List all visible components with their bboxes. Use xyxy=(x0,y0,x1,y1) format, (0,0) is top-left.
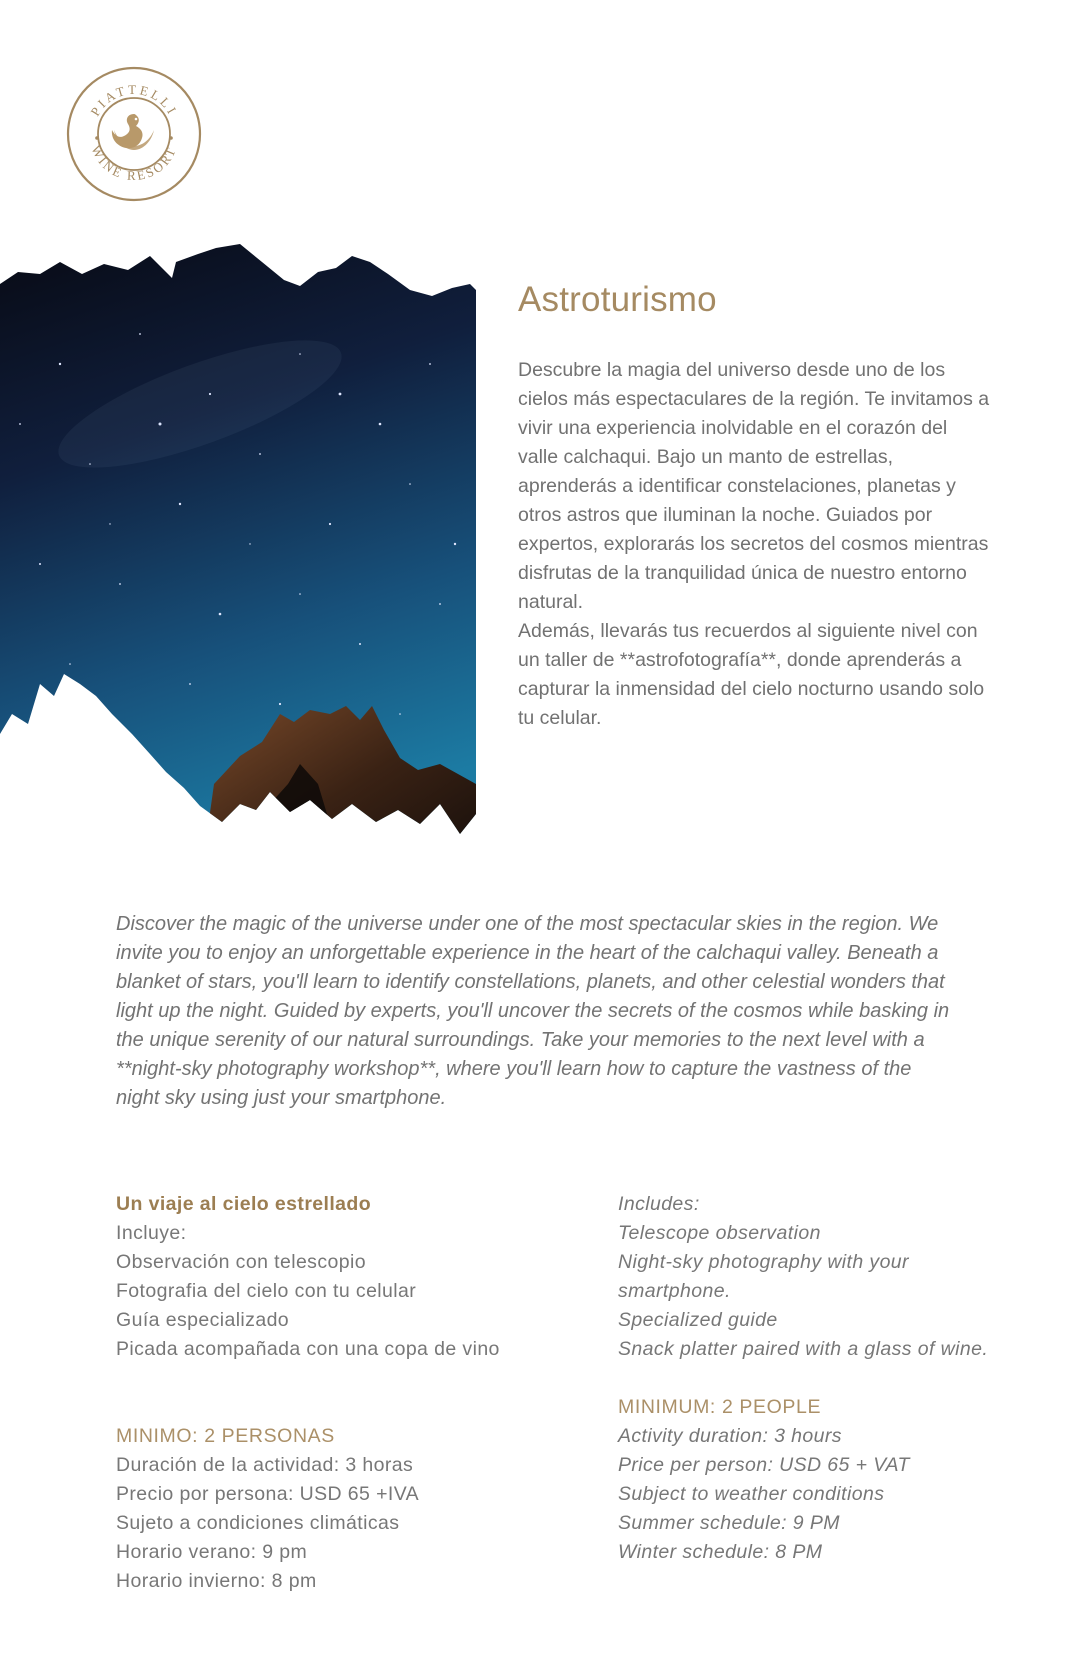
include-item-en: Snack platter paired with a glass of wine. xyxy=(618,1338,989,1360)
include-item: Picada acompañada con una copa de vino xyxy=(116,1338,500,1360)
details-spanish xyxy=(116,1190,566,1596)
brand-logo xyxy=(64,64,204,204)
info-item-en: Subject to weather conditions xyxy=(618,1483,885,1505)
info-item: Horario invierno: 8 pm xyxy=(116,1570,317,1592)
intro-english: Discover the magic of the universe under one of the most spectacular skies in the region. We invite you to enjoy an unforgettable experience in the heart of the calchaqui valley. Beneath a blanket of stars, you'll learn to identify constellations, planets, and other celestial wonders that light up the night. Guided by experts, you'll uncover the secrets of the cosmos while basking in the unique serenity of our natural surroundings. Take your memories to the next level with a **night-sky photography workshop**, where you'll learn how to capture the vastness of the night sky using just your smartphone. xyxy=(116,913,950,1109)
intro-spanish xyxy=(518,356,992,733)
info-item-en: Price per person: USD 65 + VAT xyxy=(618,1454,910,1476)
logo-text-top: PIATTELLI xyxy=(87,81,181,119)
include-item-en: Specialized guide xyxy=(618,1309,778,1331)
include-item: Observación con telescopio xyxy=(116,1251,366,1273)
intro-spanish-paragraph-1: Descubre la magia del universo desde uno de los cielos más espectaculares de la región. Te invitamos a vivir una experiencia inolvidable en el corazón del valle calchaqui. Bajo un manto de estrellas, aprenderás a identificar constelaciones, planetas y otros astros que iluminan la noche. Guiados por expertos, explorarás los secretos del cosmos mientras disfrutas de la tranquilidad única de nuestro entorno natural. xyxy=(518,359,990,613)
info-item: Horario verano: 9 pm xyxy=(116,1541,308,1563)
intro-spanish-paragraph-2: Además, llevarás tus recuerdos al siguiente nivel con un taller de **astrofotografía**, donde aprenderás a capturar la inmensidad del cielo nocturno usando solo tu celular. xyxy=(518,620,985,729)
page-title: Astroturismo xyxy=(518,280,717,319)
details-english xyxy=(618,1190,998,1567)
info-item: Precio por persona: USD 65 +IVA xyxy=(116,1483,420,1505)
info-item-en: Activity duration: 3 hours xyxy=(618,1425,842,1447)
include-item: Guía especializado xyxy=(116,1309,290,1331)
include-item: Fotografia del cielo con tu celular xyxy=(116,1280,417,1302)
svg-text:PIATTELLI xyxy=(87,82,180,119)
minimum-label: MINIMO: 2 PERSONAS xyxy=(116,1425,335,1447)
includes-label: Incluye: xyxy=(116,1222,187,1244)
info-item: Duración de la actividad: 3 horas xyxy=(116,1454,414,1476)
piattelli-logo-icon xyxy=(64,64,204,204)
info-item-en: Summer schedule: 9 PM xyxy=(618,1512,840,1534)
night-sky-mountain-icon xyxy=(0,244,480,884)
minimum-label-en: MINIMUM: 2 PEOPLE xyxy=(618,1396,822,1418)
includes-label-en: Includes: xyxy=(618,1193,700,1215)
info-item: Sujeto a condiciones climáticas xyxy=(116,1512,400,1534)
logo-text-bottom: WINE RESORT xyxy=(88,143,180,184)
swan-icon xyxy=(112,114,154,150)
night-sky-image xyxy=(0,244,480,884)
info-item-en: Winter schedule: 8 PM xyxy=(618,1541,823,1563)
details-heading: Un viaje al cielo estrellado xyxy=(116,1193,372,1215)
include-item-en: Night-sky photography with your smartphone. xyxy=(618,1251,909,1302)
include-item-en: Telescope observation xyxy=(618,1222,821,1244)
